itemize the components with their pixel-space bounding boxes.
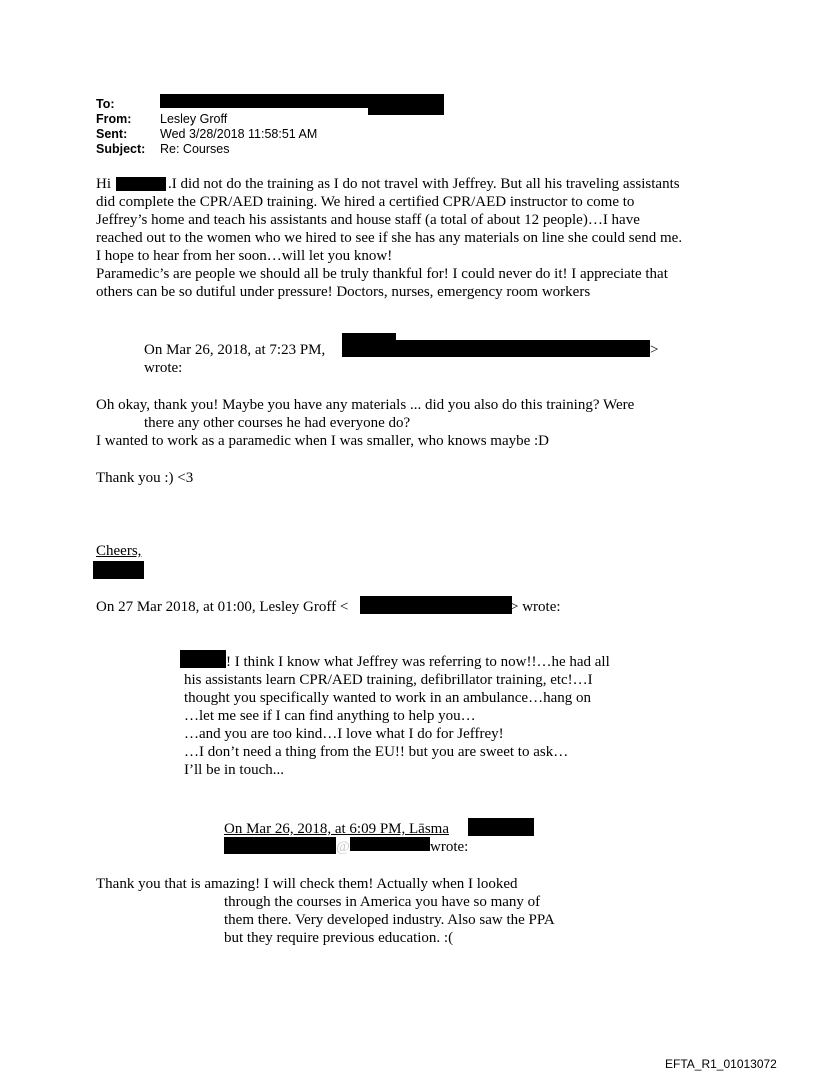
reply-line-1: .I did not do the training as I do not travel with Jeffrey. But all his traveling assistants xyxy=(168,176,680,192)
reply-line-5: I hope to hear from her soon…will let you know! xyxy=(96,248,393,264)
reply-line-2: did complete the CPR/AED training. We hired a certified CPR/AED instructor to come to xyxy=(96,194,635,210)
reply-line-3: Jeffrey’s home and teach his assistants and house staff (a total of about 12 people)…I have xyxy=(96,212,640,228)
redacted-sender-name xyxy=(342,333,396,357)
reply-line-6: Paramedic’s are people we should all be truly thankful for! I could never do it! I appreciate that xyxy=(96,266,668,282)
msg4-line-3: them there. Very developed industry. Also saw the PPA xyxy=(224,912,555,928)
quote3-attribution: On Mar 26, 2018, at 6:09 PM, Lāsma xyxy=(224,821,449,837)
msg2-line-2: there any other courses he had everyone do? xyxy=(144,415,411,431)
msg4-line-4: but they require previous education. :( xyxy=(224,930,454,946)
msg2-line-1: Oh okay, thank you! Maybe you have any materials ... did you also do this training? Were xyxy=(96,397,635,413)
redacted-surname xyxy=(468,818,534,836)
quote1-wrote: wrote: xyxy=(144,360,183,376)
msg3-line-4: …let me see if I can find anything to help you… xyxy=(184,708,476,724)
subject-value: Re: Courses xyxy=(160,142,230,156)
redacted-recipient-tail xyxy=(368,94,444,115)
msg3-line-1: ! I think I know what Jeffrey was referring to now!!…he had all xyxy=(226,654,610,670)
quote3-at-fragment: @ xyxy=(336,839,350,855)
msg2-line-4: Thank you :) <3 xyxy=(96,470,194,486)
msg4-line-2: through the courses in America you have so many of xyxy=(224,894,541,910)
msg3-line-2: his assistants learn CPR/AED training, defibrillator training, etc!…I xyxy=(184,672,593,688)
redacted-email-user xyxy=(224,837,336,854)
quote2-attribution: On 27 Mar 2018, at 01:00, Lesley Groff < xyxy=(96,599,349,615)
redacted-sender-email xyxy=(396,340,650,357)
redacted-name xyxy=(116,177,166,191)
msg3-line-7: I’ll be in touch... xyxy=(184,762,284,778)
quote2-wrote: > wrote: xyxy=(510,599,561,615)
msg2-line-3: I wanted to work as a paramedic when I was smaller, who knows maybe :D xyxy=(96,433,550,449)
bates-number: EFTA_R1_01013072 xyxy=(665,1057,777,1071)
msg3-line-5: …and you are too kind…I love what I do for Jeffrey! xyxy=(184,726,504,742)
quote1-attribution: On Mar 26, 2018, at 7:23 PM, xyxy=(144,342,326,358)
subject-label: Subject: xyxy=(96,142,146,156)
from-label: From: xyxy=(96,112,132,126)
from-value: Lesley Groff xyxy=(160,112,228,126)
reply-line-4: reached out to the women who we hired to see if she has any materials on line she could send me. xyxy=(96,230,683,246)
quote1-gt: > xyxy=(650,342,659,358)
reply-line-7: others can be so dutiful under pressure! Doctors, nurses, emergency room workers xyxy=(96,284,591,300)
quote3-wrote: wrote: xyxy=(430,839,469,855)
msg2-cheers: Cheers, xyxy=(96,543,142,559)
msg3-line-3: thought you specifically wanted to work in an ambulance…hang on xyxy=(184,690,591,706)
sent-label: Sent: xyxy=(96,127,128,141)
redacted-email-domain xyxy=(350,837,430,851)
msg3-line-6: …I don’t need a thing from the EU!! but you are sweet to ask… xyxy=(184,744,569,760)
reply-greeting: Hi xyxy=(96,176,111,192)
to-label: To: xyxy=(96,97,115,111)
msg4-line-1: Thank you that is amazing! I will check them! Actually when I looked xyxy=(96,876,518,892)
redacted-name xyxy=(180,650,226,668)
redacted-signature xyxy=(93,561,144,579)
sent-value: Wed 3/28/2018 11:58:51 AM xyxy=(160,127,318,141)
redacted-groff-email xyxy=(360,596,512,614)
